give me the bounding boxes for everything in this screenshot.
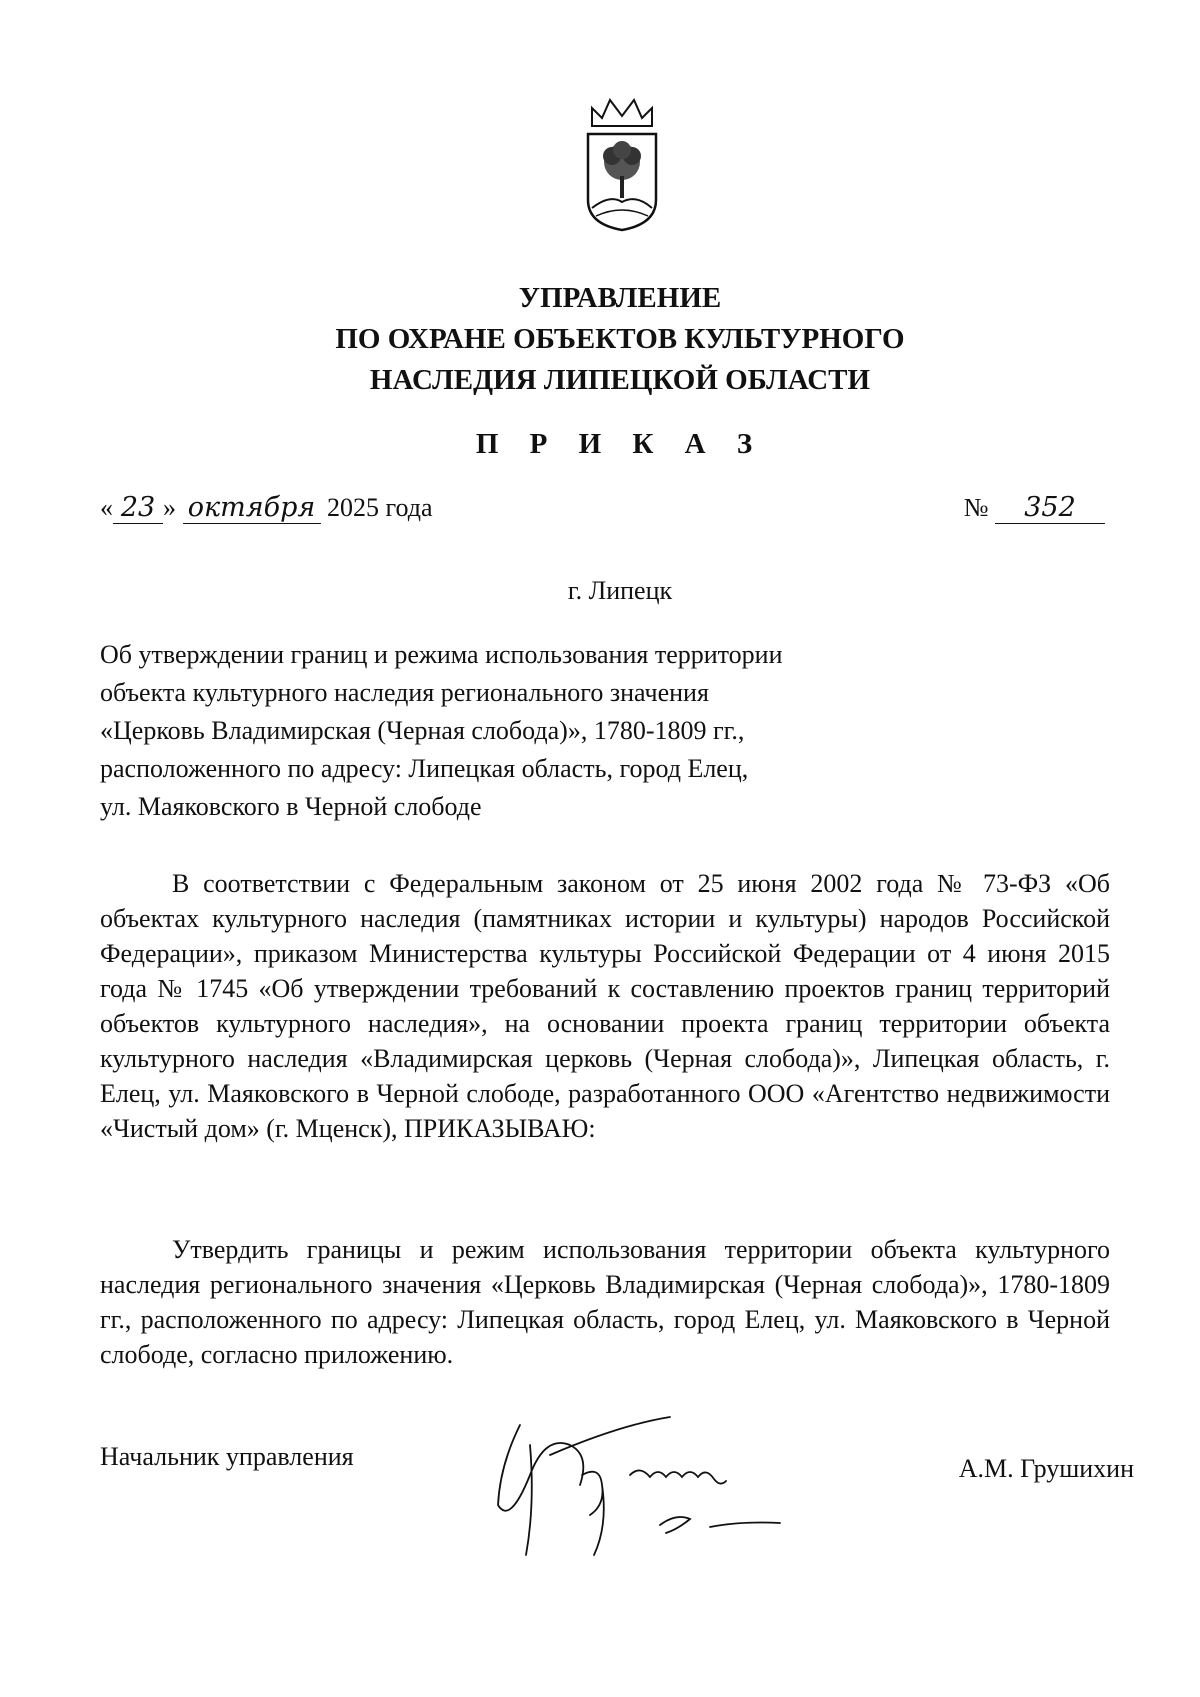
- date-close-quote: »: [163, 493, 176, 522]
- number-label: №: [963, 493, 989, 522]
- coat-of-arms-icon: [580, 96, 664, 234]
- document-number: [964, 492, 1105, 524]
- document-type: П Р И К А З: [475, 428, 765, 460]
- city: г. Липецк: [567, 576, 673, 605]
- date-day: 23: [113, 492, 163, 524]
- date-open-quote: «: [100, 493, 113, 522]
- subject-line-5: ул. Маяковского в Черной слободе: [100, 792, 482, 821]
- subject-line-4: расположенного по адресу: Липецкая область, город Елец,: [100, 754, 749, 783]
- org-name-line-2: ПО ОХРАНЕ ОБЪЕКТОВ КУЛЬТУРНОГО: [335, 323, 905, 355]
- handwritten-signature-icon: [490, 1405, 850, 1565]
- date-year: 2025 года: [327, 493, 433, 522]
- subject-line-1: Об утверждении границ и режима использования территории: [100, 640, 783, 669]
- date-month: октября: [183, 492, 321, 524]
- org-name-line-1: УПРАВЛЕНИЕ: [518, 282, 722, 314]
- body-paragraph-1: В соответствии с Федеральным законом от 25 июня 2002 года № 73-ФЗ «Об объектах культурного наследия (памятниках истории и культуры) народов Российской Федерации», приказом Министерства культуры Российской Федерации от 4 июня 2015 года № 1745 «Об утверждении требований к составлению проектов границ территорий объектов культурного наследия», на основании проекта границ территории объекта культурного наследия «Владимирская церковь (Черная слобода)», Липецкая область, г. Елец, ул. Маяковского в Черной слободе, разработанного ООО «Агентство недвижимости «Чистый дом» (г. Мценск), ПРИКАЗЫВАЮ:: [100, 869, 1110, 1143]
- subject-line-2: объекта культурного наследия регионального значения: [100, 678, 709, 707]
- organization-heading: [200, 278, 1040, 401]
- signatory-name: А.М. Грушихин: [958, 1454, 1134, 1483]
- signatory-title: Начальник управления: [100, 1442, 354, 1471]
- subject-line-3: «Церковь Владимирская (Черная слобода)», 1780-1809 гг.,: [100, 716, 745, 745]
- body-paragraph-2: Утвердить границы и режим использования территории объекта культурного наследия регионального значения «Церковь Владимирская (Черная слобода)», 1780-1809 гг., расположенного по адресу: Липецкая область, город Елец, ул. Маяковского в Черной слободе, согласно приложению.: [100, 1235, 1110, 1369]
- number-value: 352: [995, 492, 1105, 524]
- org-name-line-3: НАСЛЕДИЯ ЛИПЕЦКОЙ ОБЛАСТИ: [369, 364, 871, 396]
- document-subject: [100, 636, 870, 826]
- document-date: [100, 492, 433, 524]
